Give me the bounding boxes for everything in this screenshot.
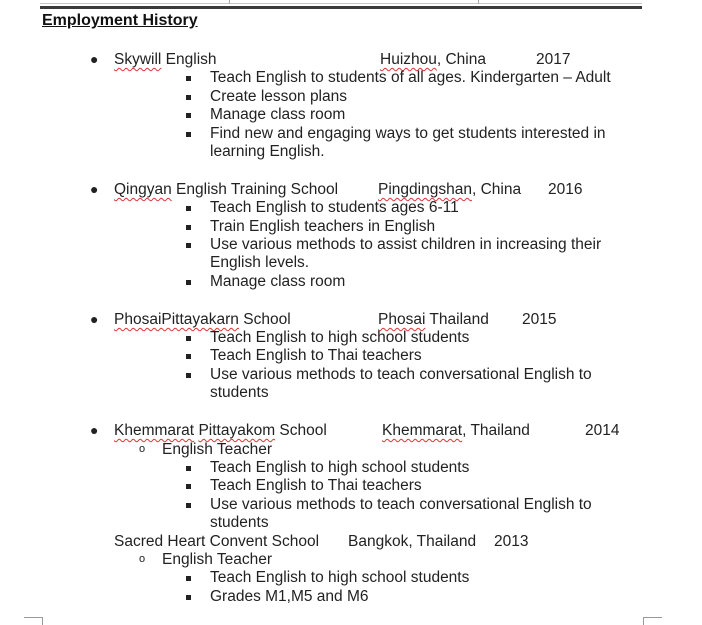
job-year: 2015 (522, 311, 557, 328)
job-school: Skywill English (114, 51, 217, 68)
job-year: 2013 (494, 533, 529, 550)
job-location: Phosai Thailand (378, 311, 489, 328)
job-location: Huizhou, China (380, 51, 486, 68)
square-bullet-icon (186, 595, 191, 600)
job-school: Sacred Heart Convent School (114, 533, 320, 550)
job-duty: Use various methods to teach conversational English to (210, 366, 592, 383)
job-duty: Teach English to Thai teachers (210, 477, 422, 494)
job-duty: Grades M1,M5 and M6 (210, 588, 369, 605)
square-bullet-icon (186, 243, 191, 248)
circle-bullet-icon: o (139, 443, 146, 455)
job-duty: Teach English to students ages 6-11 (210, 199, 459, 216)
circle-bullet-icon: o (139, 553, 146, 565)
job-school: Khemmarat Pittayakom School (114, 422, 327, 439)
job-duty: English levels. (210, 254, 310, 271)
job-duty: students (210, 384, 269, 401)
job-location: Bangkok, Thailand (348, 533, 477, 550)
job-school: PhosaiPittayakarn School (114, 311, 291, 328)
job-duty: Teach English to high school students (210, 459, 470, 476)
square-bullet-icon (186, 336, 191, 341)
square-bullet-icon (186, 354, 191, 359)
section-heading: Employment History (42, 12, 198, 29)
job-school: Qingyan English Training School (114, 181, 339, 198)
job-duty: Find new and engaging ways to get students interested in (210, 125, 606, 142)
job-duty: Manage class room (210, 273, 346, 290)
square-bullet-icon (186, 280, 191, 285)
job-location: Pingdingshan, China (378, 181, 522, 198)
square-bullet-icon (186, 76, 191, 81)
job-duty: students (210, 514, 269, 531)
job-duty: Create lesson plans (210, 88, 347, 105)
bullet-icon: ● (90, 181, 99, 197)
job-duty: Manage class room (210, 106, 346, 123)
square-bullet-icon (186, 132, 191, 137)
top-ruler-border (40, 0, 642, 12)
job-year: 2017 (536, 51, 571, 68)
bullet-icon: ● (90, 422, 99, 438)
bullet-icon: ● (90, 51, 99, 67)
square-bullet-icon (186, 503, 191, 508)
job-location: Khemmarat, Thailand (382, 422, 530, 439)
job-duty: Use various methods to teach conversational English to (210, 496, 592, 513)
job-duty: learning English. (210, 143, 325, 160)
job-year: 2014 (585, 422, 620, 439)
square-bullet-icon (186, 466, 191, 471)
square-bullet-icon (186, 113, 191, 118)
square-bullet-icon (186, 576, 191, 581)
job-duty: Teach English to high school students (210, 569, 470, 586)
square-bullet-icon (186, 225, 191, 230)
square-bullet-icon (186, 373, 191, 378)
job-role: English Teacher (162, 441, 273, 458)
job-duty: Train English teachers in English (210, 218, 436, 235)
job-duty: Use various methods to assist children in increasing their (210, 236, 602, 253)
job-duty: Teach English to students of all ages. Kindergarten – Adult (210, 69, 611, 86)
square-bullet-icon (186, 484, 191, 489)
job-role: English Teacher (162, 551, 273, 568)
bullet-icon: ● (90, 311, 99, 327)
square-bullet-icon (186, 95, 191, 100)
square-bullet-icon (186, 206, 191, 211)
job-duty: Teach English to Thai teachers (210, 347, 422, 364)
job-duty: Teach English to high school students (210, 329, 470, 346)
job-year: 2016 (548, 181, 583, 198)
